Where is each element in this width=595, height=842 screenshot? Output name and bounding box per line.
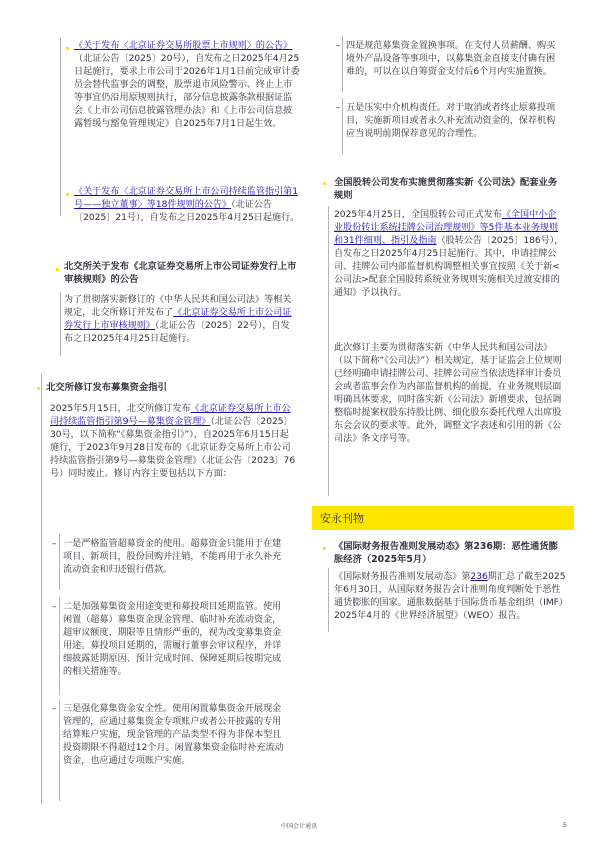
rule-link[interactable]: 《北京证券交易所上市公司持续监管指引第9号—募集资金管理》 [50,404,291,427]
list-item-bar [342,36,343,92]
list-item-bar [59,597,60,695]
heading-square-icon [323,547,326,550]
bullet-square-icon [66,47,69,50]
section-heading: 全国股转公司发布实施贯彻落实新《公司法》配套业务规则 [334,177,558,201]
paragraph-bar [328,206,329,496]
bullet-block [74,186,300,225]
section-heading: 北交所修订发布募集资金指引 [46,382,167,393]
rule-link[interactable]: 《全国中小企业股份转让系统挂牌公司治理规则》等5件基本业务规则和31件细则、指引及指南 [334,210,559,246]
section-heading: 北交所关于发布《北京证券交易所上市公司证券发行上市审核规则》的公告 [64,261,297,285]
list-dash-icon: – [52,602,57,612]
paragraph: 2025年5月15日，北交所修订发布《北京证券交易所上市公司持续监管指引第9号—募集资金管理》（北证公告〔2025〕30号，以下简称“《募集资金指引》”），自2025年6月15日起施行，于2023年9月28日发布的《北京证券交易所上市公司持续监管指引第9号—募集资金管理》（北证公告〔2023〕76号）同时废止。修订内容主要包括以下方面： [50,404,296,479]
list-item: 五是压实中介机构责任。对于取消或者终止原募投项目，实施新项目或者永久补充流动资金的，保荐机构应当说明前期保荐意见的合理性。 [346,103,556,139]
section-heading: 《国际财务报告准则发展动态》第236期：恶性通货膨胀经济（2025年5月） [334,541,558,565]
paragraph-bar [60,292,61,356]
paragraph: 为了贯彻落实新修订的《中华人民共和国公司法》等相关规定，北交所修订并发布了《北京证券交易所上市公司证券发行上市审核规则》（北证公告〔2025〕22号），自发布之日2025年4月25日起施行。 [64,295,292,344]
list-dash-icon: – [52,539,57,549]
bullet-square-icon [66,193,69,196]
heading-square-icon [56,268,59,271]
list-item: 三是强化募集资金安全性。使用闲置募集资金开展现金管理的，应通过募集资金专项账户或者公开披露的专用结算账户实施，现金管理的产品类型不得为非保本型且投资期限不得超过12个月。闲置募集资金临时补充流动资金，也应通过专项账户实施。 [63,704,284,766]
rule-link[interactable]: 《关于发布〈北京证券交易所股票上市规则〉的公告》 [74,41,293,51]
paragraph: 此次修订主要为贯彻落实新《中华人民共和国公司法》（以下简称“《公司法》”）相关规定，基于证监会上位规则已经明确申请挂牌公司、挂牌公司应当依法选择审计委员会或者监事会作为内部监督机构的前提，在业务规则层面明确具体要求，同时落实新《公司法》新增要求，包括调整临时提案权股东持股比例、细化股东委托代理人出席股东会会议的要求等。此外，调整文字表述和引用的新《公司法》条文序号等。 [334,343,562,444]
list-dash-icon: – [52,704,57,714]
publication-link[interactable]: 236 [470,572,488,582]
list-item: 四是规范募集资金置换事项。在支付人员薪酬、购买境外产品设备等事项中，以募集资金直接支付确有困难的，可以在以自筹资金支付后6个月内实施置换。 [346,41,556,77]
list-dash-icon: – [336,41,341,51]
paragraph: 《国际财务报告准则发展动态》第236期汇总了截至2025年6月30日，从国际财务报告会计准则角度判断处于恶性通货膨胀的国家。通胀数据基于国际货币基金组织（IMF）2025年4月的《世界经济展望》（WEO）报告。 [334,572,566,621]
paragraph-bar [41,374,42,804]
list-item-bar [59,534,60,590]
section-title: 安永刊物 [320,512,364,525]
list-item: 一是严格监管超募资金的使用。超募资金只能用于在建项目、新项目，股份回购并注销，不能再用于永久补充流动资金和归还银行借款。 [63,539,282,575]
list-item-bar [342,98,343,154]
rule-link[interactable]: 《关于发布〈北京证券交易所上市公司持续监管指引第1号——独立董事〉等18件规则的公告》 [74,187,299,210]
heading-square-icon [323,182,326,185]
paragraph: 2025年4月25日，全国股转公司正式发布《全国中小企业股份转让系统挂牌公司治理规则》等5件基本业务规则和31件细则、指引及指南（股转公告〔2025〕186号），自发布之日2025年4月25日起施行。其中，申请挂牌公司、挂牌公司内部监督机构调整相关事宜按照《关于新<公司法>配套全国股转系统业务规则实施相关过渡安排的通知》予以执行。 [334,210,564,298]
list-item: 二是加强募集资金用途变更和募投项目延期监管。使用闲置（超募）募集资金现金管理、临时补充流动资金，超审议额度、期限等且情形严重的，视为改变募集资金用途。募投项目延期的，需履行董事会审议程序，并详细披露延期原因、预计完成时间、保障延期后按期完成的相关措施等。 [63,602,282,677]
footer-title: 中国会计通讯 [281,823,318,830]
list-dash-icon: – [336,103,341,113]
bullet-text: （北证公告〔2025〕21号），自发布之日2025年4月25日起施行。 [74,200,300,223]
page-number: 5 [563,822,567,829]
bullet-bar [60,38,61,216]
bullet-text: （北证公告〔2025〕20号），自发布之日2025年4月25日起施行，要求上市公司于2026年1月1日前完成审计委员会替代监事会的调整，股票退市风险警示、终止上市等事宜仍沿用原规则执行，部分信息披露条款根据证监会《上市公司信息披露管理办法》和《上市公司信息披露暂缓与豁免管理规定》自2025年7月1日起生效。 [74,54,300,129]
paragraph-bar [328,568,329,632]
rule-link[interactable]: 《北京证券交易所上市公司证券发行上市审核规则》 [64,308,292,331]
list-item-bar [59,699,60,801]
heading-square-icon [37,387,40,390]
bullet-block [74,40,300,131]
